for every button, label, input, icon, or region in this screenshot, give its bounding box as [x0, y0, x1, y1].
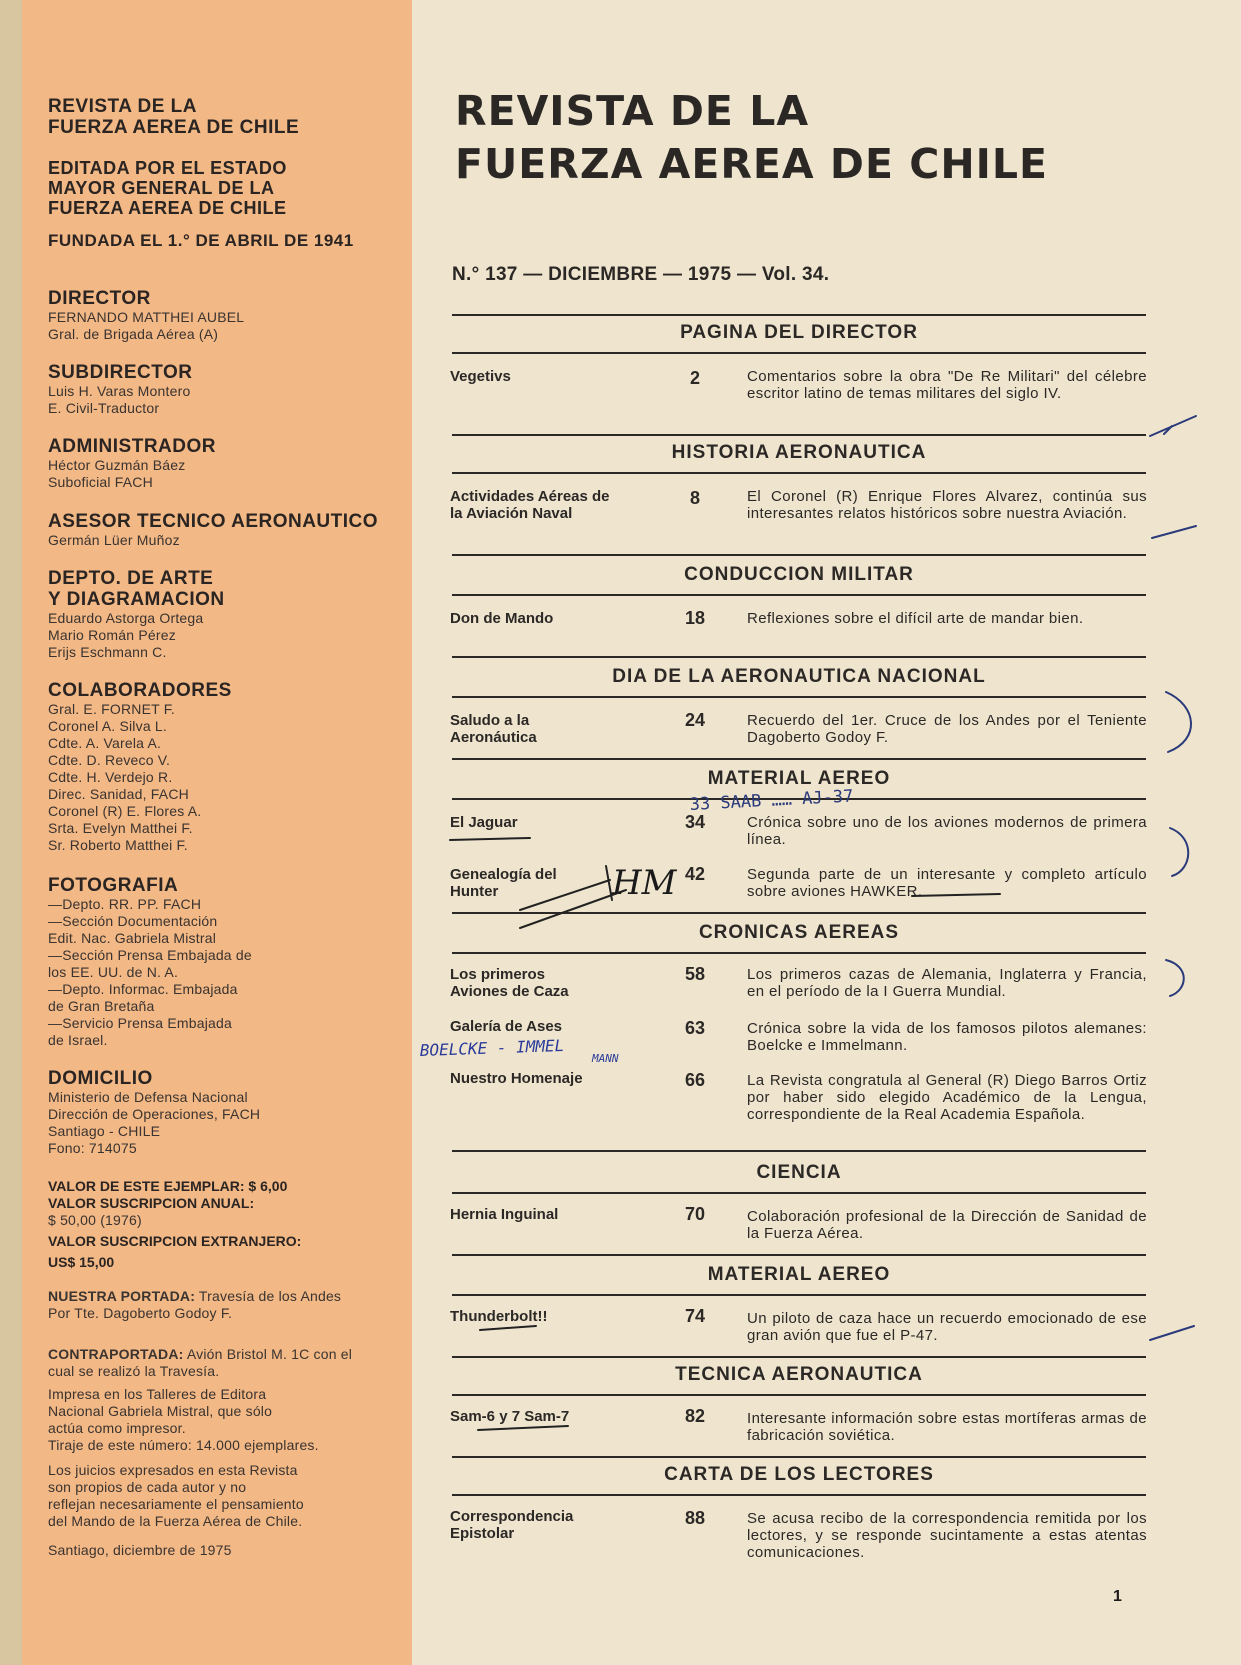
- administrador-heading: ADMINISTRADOR: [48, 436, 216, 457]
- article-page: 8: [689, 488, 700, 508]
- article-page: 66: [684, 1070, 706, 1090]
- rule: [452, 696, 1146, 698]
- rule: [452, 656, 1146, 658]
- article-desc: La Revista congratula al General (R) Diego Barros Ortiz por haber sido elegido Académico de la Lengua, correspondiente de la Real Academia Española.: [747, 1072, 1147, 1123]
- juicios-block: [48, 1462, 408, 1530]
- rule: [452, 1192, 1146, 1194]
- article-page: 2: [689, 368, 700, 388]
- article-desc: Colaboración profesional de la Dirección de Sanidad de la Fuerza Aérea.: [747, 1208, 1147, 1242]
- article-title: El Jaguar: [450, 814, 518, 831]
- article-page: 18: [684, 608, 706, 628]
- fotografia-block: [48, 875, 408, 1049]
- domicilio-address: Ministerio de Defensa Nacional Dirección de Operaciones, FACH Santiago - CHILE Fono: 714075: [48, 1089, 261, 1156]
- subdirector-heading: SUBDIRECTOR: [48, 362, 193, 383]
- article-desc: Reflexiones sobre el difícil arte de mandar bien.: [747, 610, 1084, 627]
- subdirector-block: [48, 362, 408, 417]
- fotografia-heading: FOTOGRAFIA: [48, 875, 179, 896]
- colaboradores-block: [48, 680, 408, 854]
- article-title: Saludo a la Aeronáutica: [450, 712, 537, 746]
- annotation-hm: HM: [612, 863, 677, 903]
- rule: [452, 758, 1146, 760]
- portada-block: [48, 1288, 368, 1322]
- annotation-saab: 33 SAAB …… AJ-37: [689, 786, 854, 815]
- left-paper-edge: [0, 0, 22, 1665]
- pen-bracket: [1166, 692, 1191, 752]
- precios-block: [48, 1178, 408, 1271]
- impresa-text: Impresa en los Talleres de Editora Nacional Gabriela Mistral, que sólo actúa como impresor. Tiraje de este número: 14.000 ejemplares.: [48, 1386, 319, 1453]
- article-page: 63: [684, 1018, 706, 1038]
- pen-underline: [478, 1426, 568, 1430]
- valor-anual: $ 50,00 (1976): [48, 1212, 142, 1228]
- section-heading: HISTORIA AERONAUTICA: [671, 442, 927, 463]
- section-heading: CONDUCCION MILITAR: [684, 564, 914, 585]
- article-page: 74: [684, 1306, 706, 1326]
- director-heading: DIRECTOR: [48, 288, 151, 309]
- pen-tick: [1152, 526, 1196, 538]
- rule: [452, 1254, 1146, 1256]
- fecha-text: Santiago, diciembre de 1975: [48, 1542, 232, 1558]
- contraportada-block: [48, 1346, 368, 1380]
- article-desc: Segunda parte de un interesante y completo artículo sobre aviones HAWKER.: [747, 866, 1147, 900]
- article-page: 70: [684, 1204, 706, 1224]
- pen-tick: [1150, 416, 1196, 436]
- director-block: [48, 288, 408, 343]
- article-title: Genealogía del Hunter: [450, 866, 557, 900]
- article-desc: Crónica sobre uno de los aviones modernos de primera línea.: [747, 814, 1147, 848]
- rule: [452, 1356, 1146, 1358]
- section-heading: CIENCIA: [756, 1162, 842, 1183]
- juicios-text: Los juicios expresados en esta Revista son propios de cada autor y no reflejan necesariamente el pensamiento del Mando de la Fuerza Aérea de Chile.: [48, 1462, 304, 1529]
- page-number: 1: [1113, 1588, 1122, 1605]
- article-page: 42: [684, 864, 706, 884]
- sidebar-editada: EDITADA POR EL ESTADO MAYOR GENERAL DE LA FUERZA AEREA DE CHILE: [48, 158, 287, 218]
- annotation-boelcke: BOELCKE - IMMEL: [419, 1035, 565, 1060]
- article-title: Thunderbolt!!: [450, 1308, 548, 1325]
- valor-anual-label: VALOR SUSCRIPCION ANUAL:: [48, 1195, 255, 1211]
- article-title: Actividades Aéreas de la Aviación Naval: [450, 488, 610, 522]
- article-title: Correspondencia Epistolar: [450, 1508, 574, 1542]
- fecha-block: [48, 1542, 408, 1559]
- rule: [452, 798, 1146, 800]
- rule: [452, 594, 1146, 596]
- article-desc: Crónica sobre la vida de los famosos pilotos alemanes: Boelcke e Immelmann.: [747, 1020, 1147, 1054]
- pen-underline: [450, 838, 530, 840]
- colaboradores-heading: COLABORADORES: [48, 680, 232, 701]
- pen-tick: [1150, 1326, 1194, 1340]
- rule: [452, 1394, 1146, 1396]
- article-title: Vegetivs: [450, 368, 511, 385]
- section-heading: PAGINA DEL DIRECTOR: [680, 322, 918, 343]
- domicilio-heading: DOMICILIO: [48, 1068, 153, 1089]
- sidebar-masthead: [48, 96, 408, 138]
- asesor-block: [48, 511, 408, 549]
- rule: [452, 1456, 1146, 1458]
- rule: [452, 554, 1146, 556]
- fotografia-credits: —Depto. RR. PP. FACH —Sección Documentación Edit. Nac. Gabriela Mistral —Sección Prensa Embajada de los EE. UU. de N. A. —Depto. Informac. Embajada de Gran Bretaña —Servicio Prensa Embajada de Israel.: [48, 896, 252, 1048]
- article-page: 24: [684, 710, 706, 730]
- article-desc: Los primeros cazas de Alemania, Inglaterra y Francia, en el período de la I Guerra Mundial.: [747, 966, 1147, 1000]
- colaboradores-names: Gral. E. FORNET F. Coronel A. Silva L. Cdte. A. Varela A. Cdte. D. Reveco V. Cdte. H. Verdejo R. Direc. Sanidad, FACH Coronel (R) E. Flores A. Srta. Evelyn Matthei F. Sr. Roberto Matthei F.: [48, 701, 202, 853]
- article-page: 82: [684, 1406, 706, 1426]
- sidebar-title: REVISTA DE LA FUERZA AEREA DE CHILE: [48, 96, 300, 138]
- arte-block: [48, 568, 408, 661]
- rule: [452, 472, 1146, 474]
- valor-extranjero: US$ 15,00: [48, 1254, 115, 1270]
- rule: [452, 352, 1146, 354]
- rule: [452, 434, 1146, 436]
- section-heading: CARTA DE LOS LECTORES: [664, 1464, 934, 1485]
- arte-names: Eduardo Astorga Ortega Mario Román Pérez Erijs Eschmann C.: [48, 610, 204, 660]
- domicilio-block: [48, 1068, 408, 1157]
- rule: [452, 912, 1146, 914]
- article-desc: Recuerdo del 1er. Cruce de los Andes por el Teniente Dagoberto Godoy F.: [747, 712, 1147, 746]
- article-page: 58: [684, 964, 706, 984]
- article-desc: Se acusa recibo de la correspondencia remitida por los lectores, y se responde sucintamente a estas atentas comunicaciones.: [747, 1510, 1147, 1561]
- article-desc: Interesante información sobre estas mortíferas armas de fabricación soviética.: [747, 1410, 1147, 1444]
- subdirector-name: Luis H. Varas Montero E. Civil-Traductor: [48, 383, 191, 416]
- pen-bracket: [1166, 960, 1184, 996]
- article-desc: Comentarios sobre la obra "De Re Militari" del célebre escritor latino de temas militares del siglo IV.: [747, 368, 1147, 402]
- pen-underline: [480, 1326, 536, 1330]
- article-title: Hernia Inguinal: [450, 1206, 559, 1223]
- section-heading: MATERIAL AEREO: [707, 768, 891, 789]
- article-desc: El Coronel (R) Enrique Flores Alvarez, continúa sus interesantes relatos históricos sobre nuestra Aviación.: [747, 488, 1147, 522]
- rule: [452, 1294, 1146, 1296]
- article-page: 88: [684, 1508, 706, 1528]
- rule: [452, 952, 1146, 954]
- valor-extranjero-label: VALOR SUSCRIPCION EXTRANJERO:: [48, 1233, 302, 1249]
- portada-credit: NUESTRA PORTADA: Travesía de los Andes Por Tte. Dagoberto Godoy F.: [48, 1288, 342, 1321]
- pen-bracket: [1170, 828, 1188, 876]
- valor-ejemplar: VALOR DE ESTE EJEMPLAR: $ 6,00: [48, 1178, 288, 1194]
- section-heading: TECNICA AERONAUTICA: [675, 1364, 923, 1385]
- article-title: Don de Mando: [450, 610, 554, 627]
- asesor-name: Germán Lüer Muñoz: [48, 532, 180, 548]
- rule: [452, 314, 1146, 316]
- annotation-mann: MANN: [592, 1052, 619, 1065]
- arte-heading: DEPTO. DE ARTE Y DIAGRAMACION: [48, 568, 225, 610]
- administrador-name: Héctor Guzmán Báez Suboficial FACH: [48, 457, 186, 490]
- administrador-block: [48, 436, 408, 491]
- sidebar-fundada: FUNDADA EL 1.° DE ABRIL DE 1941: [48, 231, 354, 250]
- issue-line: N.° 137 — DICIEMBRE — 1975 — Vol. 34.: [452, 264, 830, 285]
- asesor-heading: ASESOR TECNICO AERONAUTICO: [48, 511, 379, 532]
- article-title: Galería de Ases: [450, 1018, 563, 1035]
- article-desc: Un piloto de caza hace un recuerdo emocionado de ese gran avión que fue el P-47.: [747, 1310, 1147, 1344]
- article-title: Los primeros Aviones de Caza: [450, 966, 569, 1000]
- impresa-block: [48, 1386, 408, 1454]
- section-heading: CRONICAS AEREAS: [698, 922, 900, 943]
- article-title: Sam-6 y 7 Sam-7: [450, 1408, 570, 1425]
- article-title: Nuestro Homenaje: [450, 1070, 583, 1087]
- contraportada-credit: CONTRAPORTADA: Avión Bristol M. 1C con el cual se realizó la Travesía.: [48, 1346, 353, 1379]
- director-name: FERNANDO MATTHEI AUBEL Gral. de Brigada Aérea (A): [48, 309, 245, 342]
- rule: [452, 1150, 1146, 1152]
- rule: [452, 1494, 1146, 1496]
- section-heading: DIA DE LA AERONAUTICA NACIONAL: [612, 666, 986, 687]
- page-title: REVISTA DE LA FUERZA AEREA DE CHILE: [455, 87, 1049, 188]
- article-page: 34: [684, 812, 706, 832]
- section-heading: MATERIAL AEREO: [707, 1264, 891, 1285]
